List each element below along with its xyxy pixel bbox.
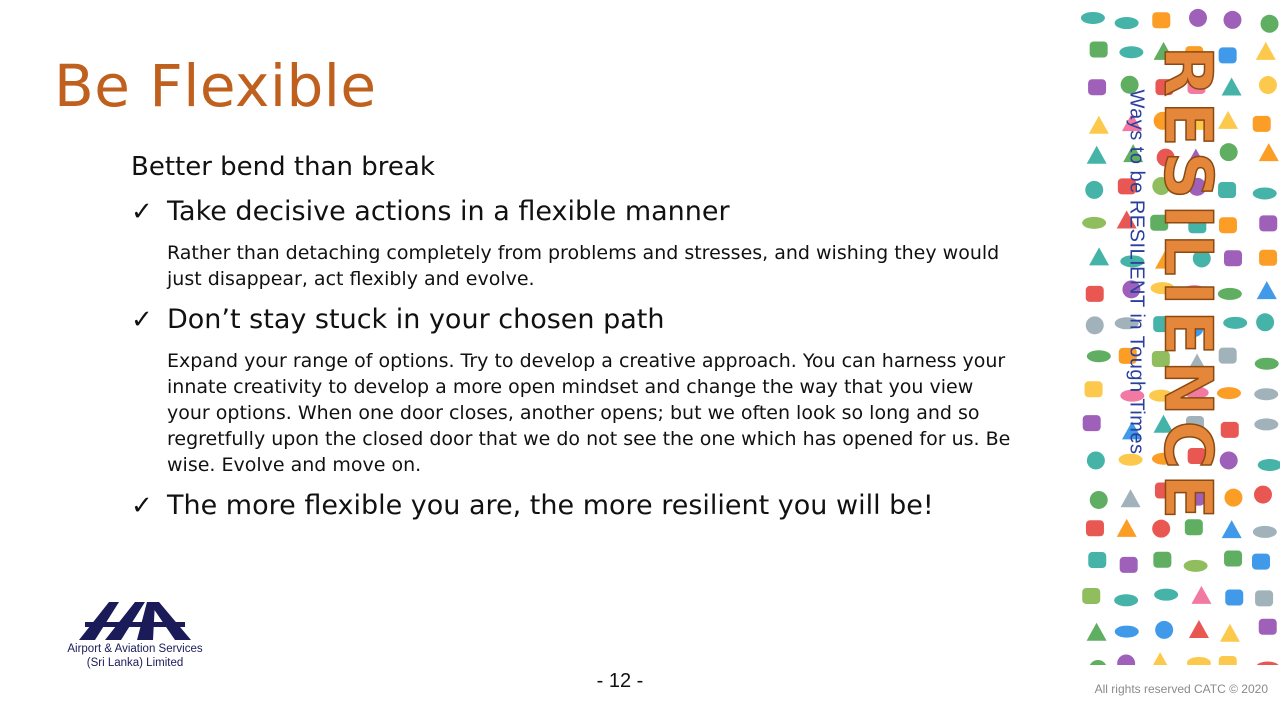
pattern-shape [1090,42,1108,58]
bullet-heading: Don’t stay stuck in your chosen path [167,304,665,335]
pattern-shape [1082,588,1100,604]
checkmark-icon: ✓ [131,491,153,521]
bullet-2 [131,302,1021,338]
slide-content [131,152,1021,524]
pattern-shape [1220,624,1240,642]
pattern-shape [1152,12,1170,28]
pattern-shape [1115,626,1139,638]
pattern-shape [1253,187,1277,199]
pattern-shape [1224,551,1242,567]
banner-word: RESILIENCE [1149,45,1227,525]
aasl-logo-icon [75,600,195,642]
pattern-shape [1089,116,1109,134]
bullet-detail: Expand your range of options. Try to develop a creative approach. You can harness your innate creativity to develop a more open mindset and change the way that you view your options. When one door closes, another opens; but we often look so long and so regretfully upon the closed door that we do not see the one which has opened for us. Be wise. Evolve and move on. [167,350,1011,476]
pattern-shape [1254,388,1278,400]
pattern-shape [1252,554,1270,570]
pattern-shape [1191,586,1211,604]
pattern-shape [1087,623,1107,641]
bullet-detail: Rather than detaching completely from problems and stresses, and wishing they would just disappear, act flexibly and evolve. [167,242,1000,290]
bullet-1 [131,194,1021,230]
pattern-shape [1115,17,1139,29]
logo-line-2: (Sri Lanka) Limited [86,657,184,669]
pattern-shape [1256,662,1280,665]
pattern-shape [1256,313,1274,331]
pattern-shape [1083,415,1101,431]
bullet-heading: Take decisive actions in a flexible manner [167,196,730,227]
pattern-shape [1187,657,1211,665]
pattern-shape [1189,620,1209,638]
pattern-shape [1153,552,1171,568]
pattern-shape [1255,590,1273,606]
pattern-shape [1256,42,1276,60]
pattern-shape [1088,552,1106,568]
pattern-shape [1189,9,1207,27]
logo-line-1: Airport & Aviation Services [67,643,203,655]
pattern-shape [1087,146,1107,164]
pattern-shape [1086,316,1104,334]
pattern-shape [1258,459,1280,471]
pattern-shape [1184,560,1208,572]
pattern-shape [1090,491,1108,509]
copyright-notice: All rights reserved CATC © 2020 [1094,682,1268,696]
pattern-shape [1119,46,1143,58]
pattern-shape [1120,557,1138,573]
pattern-shape [1224,489,1242,507]
pattern-shape [1121,489,1141,507]
pattern-shape [1117,654,1135,665]
pattern-shape [1254,418,1278,430]
pattern-shape [1259,76,1277,94]
pattern-shape [1261,15,1279,33]
pattern-shape [1086,286,1104,302]
pattern-shape [1085,381,1103,397]
pattern-shape [1257,281,1277,299]
bullet-3 [131,488,1021,524]
pattern-shape [1119,454,1143,466]
pattern-shape [1225,590,1243,606]
pattern-shape [1150,652,1170,665]
pattern-shape [1114,594,1138,606]
slide-title: Be Flexible [54,52,377,120]
banner-tagline: Ways to be RESILIENT in Tough Times [1125,89,1148,455]
pattern-shape [1219,656,1237,665]
pattern-shape [1255,358,1279,370]
page-number: - 12 - [596,670,644,692]
pattern-shape [1254,486,1272,504]
pattern-shape [1088,79,1106,95]
pattern-shape [1259,143,1279,161]
pattern-shape [1089,247,1109,265]
pattern-shape [1155,621,1173,639]
pattern-shape [1087,451,1105,469]
pattern-shape [1081,12,1105,24]
pattern-shape [1223,11,1241,29]
pattern-shape [1154,589,1178,601]
pattern-shape [1253,116,1271,132]
pattern-shape [1253,526,1277,538]
pattern-shape [1259,619,1277,635]
pattern-shape [1085,181,1103,199]
checkmark-icon: ✓ [131,197,153,227]
pattern-shape [1259,250,1277,266]
bullet-heading: The more flexible you are, the more resilient you will be! [167,490,934,521]
pattern-shape [1223,317,1247,329]
pattern-shape [1117,519,1137,537]
pattern-shape [1224,250,1242,266]
slide-intro: Better bend than break [131,152,435,182]
pattern-shape [1086,520,1104,536]
checkmark-icon: ✓ [131,305,153,335]
pattern-shape [1087,350,1111,362]
pattern-shape [1089,660,1107,665]
company-logo [60,600,210,670]
pattern-shape [1259,215,1277,231]
pattern-shape [1082,217,1106,229]
